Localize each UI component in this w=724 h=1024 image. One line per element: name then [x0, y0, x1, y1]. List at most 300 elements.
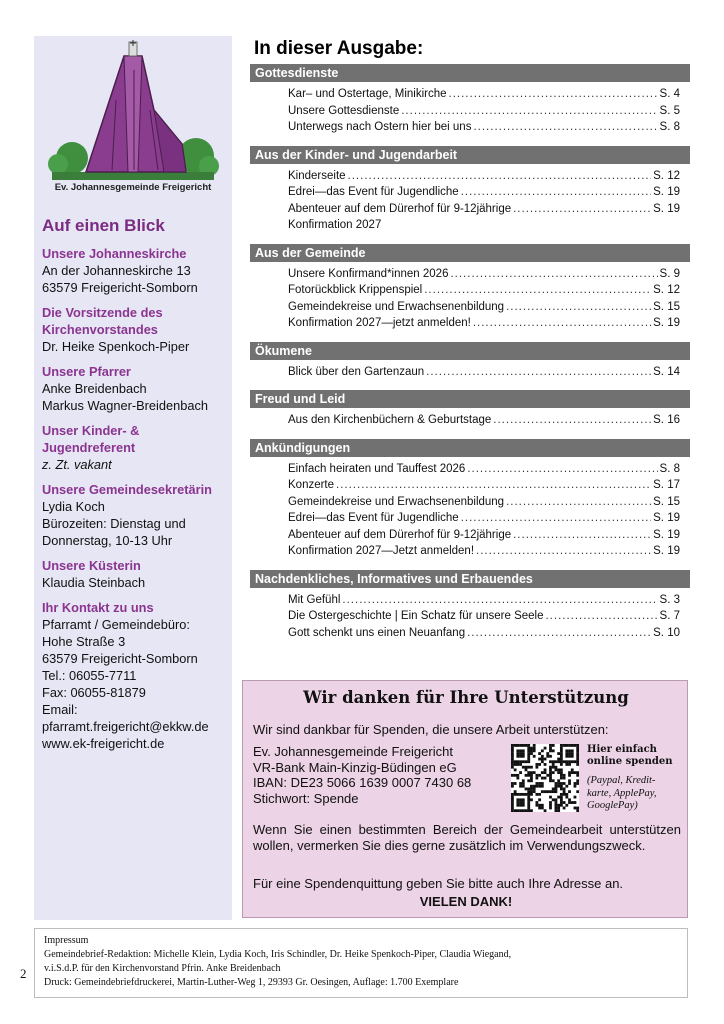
- toc-entry-title: Abenteuer auf dem Dürerhof für 9-12jährige: [288, 528, 512, 541]
- qr-module: [535, 774, 538, 777]
- toc-section-heading: Aus der Gemeinde: [250, 244, 690, 262]
- qr-module: [522, 804, 525, 807]
- toc-entry[interactable]: [250, 527, 690, 544]
- impressum-line: Gemeindebrief-Redaktion: Michelle Klein, Lydia Koch, Iris Schindler, Dr. Heike Spenkoch-Piper, Claudia Wiegand,: [44, 949, 512, 960]
- bank-details: [253, 744, 513, 806]
- qr-module: [552, 798, 555, 801]
- toc-section-oekumene: [250, 342, 690, 381]
- toc-entry[interactable]: [250, 86, 690, 103]
- toc-entry[interactable]: [250, 103, 690, 120]
- qr-module: [516, 798, 519, 801]
- qr-module: [565, 804, 568, 807]
- qr-module: [555, 798, 558, 801]
- qr-module: [560, 785, 563, 788]
- sidebar-section-heading: Die Vorsitzende des: [42, 305, 163, 320]
- sidebar-section-vorsitzende: [42, 304, 230, 355]
- qr-module: [560, 758, 563, 761]
- toc-entry-page: S. 8: [659, 121, 680, 133]
- toc-entry-page: S. 19: [653, 317, 680, 329]
- qr-module: [555, 801, 558, 804]
- qr-module: [563, 744, 566, 747]
- qr-module: [535, 785, 538, 788]
- qr-module: [519, 763, 522, 766]
- qr-module: [549, 766, 552, 769]
- qr-module: [541, 804, 544, 807]
- qr-module: [571, 752, 574, 755]
- toc-entry-page: S. 17: [653, 479, 680, 491]
- qr-module: [568, 771, 571, 774]
- qr-module: [557, 779, 560, 782]
- qr-module: [527, 798, 530, 801]
- qr-module: [519, 785, 522, 788]
- qr-module: [560, 796, 563, 799]
- qr-module: [571, 744, 574, 747]
- qr-module: [557, 782, 560, 785]
- qr-module: [527, 749, 530, 752]
- qr-module: [519, 755, 522, 758]
- online-donation-heading-line: Hier einfach: [587, 744, 657, 755]
- dot-leader: [513, 527, 651, 544]
- qr-module: [571, 771, 574, 774]
- qr-module: [541, 782, 544, 785]
- payment-methods-note: [587, 775, 687, 813]
- toc-entry-page: S. 12: [653, 169, 680, 182]
- toc-entry-title: Kinderseite: [288, 169, 346, 182]
- qr-module: [530, 771, 533, 774]
- qr-module: [568, 779, 571, 782]
- dot-leader: [336, 477, 651, 494]
- qr-module: [527, 752, 530, 755]
- dot-leader: [426, 364, 651, 381]
- qr-module: [525, 788, 528, 791]
- table-of-contents: [250, 64, 690, 651]
- qr-module: [522, 782, 525, 785]
- qr-module: [549, 774, 552, 777]
- qr-module: [522, 793, 525, 796]
- qr-module: [549, 801, 552, 804]
- qr-module: [557, 758, 560, 761]
- bank-name: VR-Bank Main-Kinzig-Büdingen eG: [253, 759, 457, 775]
- toc-section-nachdenkliches: [250, 570, 690, 642]
- sidebar-info-list: [42, 245, 230, 760]
- qr-module: [571, 768, 574, 771]
- toc-section-gemeinde: [250, 244, 690, 332]
- impressum-heading: Impressum: [44, 935, 89, 946]
- dot-leader: [461, 510, 651, 527]
- qr-module: [574, 760, 577, 763]
- qr-module: [527, 779, 530, 782]
- toc-entry[interactable]: [250, 494, 690, 511]
- toc-entry-title: Gott schenkt uns einen Neuanfang: [288, 626, 466, 639]
- toc-entry-page: S. 16: [653, 414, 680, 426]
- qr-module: [557, 804, 560, 807]
- toc-entry[interactable]: [250, 315, 690, 332]
- toc-entry-page: S. 19: [653, 512, 680, 524]
- qr-module: [574, 807, 577, 810]
- qr-module: [533, 771, 536, 774]
- qr-module: [555, 766, 558, 769]
- qr-module: [522, 779, 525, 782]
- qr-module: [576, 749, 579, 752]
- qr-module: [511, 804, 514, 807]
- toc-section-gottesdienste: [250, 64, 690, 136]
- qr-module: [560, 771, 563, 774]
- toc-entry-title: Abenteuer auf dem Dürerhof für 9-12jährige: [288, 202, 512, 215]
- qr-module: [514, 768, 517, 771]
- qr-module: [511, 796, 514, 799]
- impressum-line: Druck: Gemeindebriefdruckerei, Martin-Luther-Weg 1, 29393 Gr. Oesingen, Auflage: 1.700 Exemplare: [44, 977, 459, 988]
- qr-module: [522, 755, 525, 758]
- toc-entry-page: S. 19: [653, 545, 680, 557]
- qr-module: [527, 796, 530, 799]
- bank-reference: Stichwort: Spende: [253, 790, 359, 806]
- qr-module: [557, 760, 560, 763]
- bank-account-holder: Ev. Johannesgemeinde Freigericht: [253, 744, 453, 759]
- dot-leader: [342, 592, 657, 609]
- qr-module: [527, 771, 530, 774]
- qr-module: [565, 744, 568, 747]
- sidebar-line: Klaudia Steinbach: [42, 575, 146, 590]
- sidebar-line: 63579 Freigericht-Somborn: [42, 651, 198, 666]
- toc-entry-page: S. 15: [653, 300, 680, 313]
- qr-module: [535, 782, 538, 785]
- qr-module: [538, 804, 541, 807]
- qr-module: [576, 774, 579, 777]
- qr-module: [557, 807, 560, 810]
- qr-module: [530, 747, 533, 750]
- qr-module: [568, 744, 571, 747]
- toc-entry[interactable]: [250, 364, 690, 381]
- qr-module: [574, 744, 577, 747]
- toc-section-heading: Aus der Kinder- und Jugendarbeit: [250, 146, 690, 164]
- qr-module: [549, 777, 552, 780]
- toc-section-heading: Ankündigungen: [250, 439, 690, 457]
- qr-module: [533, 747, 536, 750]
- qr-module: [511, 744, 514, 747]
- fax-number: Fax: 06055-81879: [42, 685, 146, 700]
- qr-module: [514, 790, 517, 793]
- qr-module: [560, 801, 563, 804]
- qr-module: [552, 790, 555, 793]
- dot-leader: [467, 625, 651, 642]
- qr-module: [571, 801, 574, 804]
- qr-module: [535, 801, 538, 804]
- qr-module: [519, 798, 522, 801]
- qr-module: [563, 788, 566, 791]
- qr-module: [527, 804, 530, 807]
- toc-entry[interactable]: [250, 477, 690, 494]
- qr-module: [525, 768, 528, 771]
- sidebar-section-heading: Jugendreferent: [42, 440, 136, 455]
- qr-module: [514, 760, 517, 763]
- qr-module: [560, 763, 563, 766]
- qr-module: [563, 807, 566, 810]
- sidebar-line: Dr. Heike Spenkoch-Piper: [42, 339, 190, 354]
- qr-module: [516, 801, 519, 804]
- toc-entry-title: Unsere Gottesdienste: [288, 104, 400, 117]
- toc-entry[interactable]: [250, 608, 690, 625]
- qr-module: [538, 793, 541, 796]
- email-link[interactable]: pfarramt.freigericht@ekkw.de: [42, 719, 209, 734]
- toc-section-heading: Gottesdienste: [250, 64, 690, 82]
- toc-entry-title: Konfirmation 2027—Jetzt anmelden!: [288, 545, 475, 557]
- qr-module: [527, 747, 530, 750]
- toc-entry-title: Kar– und Ostertage, Minikirche: [288, 88, 447, 100]
- dot-leader: [467, 461, 657, 478]
- qr-module: [519, 809, 522, 812]
- qr-module: [527, 793, 530, 796]
- qr-module: [530, 793, 533, 796]
- qr-module: [511, 793, 514, 796]
- qr-module: [538, 774, 541, 777]
- dot-leader: [449, 86, 658, 103]
- qr-module: [530, 766, 533, 769]
- qr-module: [557, 796, 560, 799]
- toc-entry[interactable]: [250, 412, 690, 429]
- qr-code-graphic: [511, 744, 579, 812]
- qr-module: [544, 790, 547, 793]
- toc-entry[interactable]: [250, 625, 690, 642]
- website-link[interactable]: www.ek-freigericht.de: [42, 736, 165, 751]
- qr-module: [530, 785, 533, 788]
- toc-entry[interactable]: [250, 543, 690, 560]
- info-sidebar: [34, 36, 232, 920]
- qr-module: [552, 763, 555, 766]
- qr-module: [525, 774, 528, 777]
- toc-entry-title: Einfach heiraten und Tauffest 2026: [288, 462, 466, 475]
- toc-entry[interactable]: [250, 299, 690, 316]
- phone-number: Tel.: 06055-7711: [42, 668, 137, 683]
- qr-module: [538, 763, 541, 766]
- qr-module: [576, 807, 579, 810]
- qr-module: [511, 809, 514, 812]
- toc-entry-page: S. 8: [659, 462, 680, 475]
- logo-caption: Ev. Johannesgemeinde Freigericht: [54, 182, 212, 193]
- qr-module: [563, 774, 566, 777]
- qr-module: [576, 790, 579, 793]
- qr-module: [519, 782, 522, 785]
- dot-leader: [461, 184, 651, 201]
- qr-module: [544, 771, 547, 774]
- toc-entry-page: S. 12: [653, 284, 680, 296]
- qr-module: [549, 796, 552, 799]
- qr-module: [533, 744, 536, 747]
- toc-entry-page: S. 14: [653, 365, 680, 378]
- sidebar-line: Markus Wagner-Breidenbach: [42, 398, 208, 413]
- qr-module: [568, 801, 571, 804]
- page-number: 2: [20, 966, 27, 981]
- toc-section-heading: Ökumene: [250, 342, 690, 360]
- qr-module: [555, 807, 558, 810]
- qr-module: [522, 744, 525, 747]
- qr-module: [522, 766, 525, 769]
- qr-module: [538, 758, 541, 761]
- qr-module: [519, 801, 522, 804]
- qr-module: [576, 771, 579, 774]
- qr-module: [525, 760, 528, 763]
- qr-module: [574, 785, 577, 788]
- qr-module: [533, 790, 536, 793]
- toc-entry[interactable]: [250, 217, 690, 234]
- qr-module: [560, 755, 563, 758]
- dot-leader: [476, 543, 651, 560]
- qr-module: [552, 749, 555, 752]
- qr-module: [552, 744, 555, 747]
- qr-module: [576, 758, 579, 761]
- toc-entry[interactable]: [250, 266, 690, 283]
- qr-module: [511, 760, 514, 763]
- toc-entry-page: S. 5: [659, 104, 680, 117]
- sidebar-line: Anke Breidenbach: [42, 381, 147, 396]
- qr-module: [538, 782, 541, 785]
- qr-module: [511, 785, 514, 788]
- qr-module: [538, 807, 541, 810]
- church-logo: [46, 40, 220, 200]
- qr-module: [568, 782, 571, 785]
- qr-module: [563, 801, 566, 804]
- qr-module: [574, 796, 577, 799]
- online-donation-heading: [587, 744, 687, 768]
- qr-module: [576, 782, 579, 785]
- qr-module: [574, 801, 577, 804]
- qr-module: [535, 804, 538, 807]
- qr-module: [511, 801, 514, 804]
- qr-module: [560, 798, 563, 801]
- qr-module: [516, 749, 519, 752]
- qr-module: [519, 749, 522, 752]
- toc-entry[interactable]: [250, 119, 690, 136]
- qr-module: [516, 809, 519, 812]
- sidebar-section-heading: Ihr Kontakt zu uns: [42, 600, 154, 615]
- toc-entry-title: Konfirmation 2027: [288, 219, 382, 231]
- qr-module: [530, 774, 533, 777]
- qr-module: [546, 755, 549, 758]
- qr-module: [522, 801, 525, 804]
- qr-module: [557, 809, 560, 812]
- qr-module: [565, 760, 568, 763]
- qr-module: [530, 790, 533, 793]
- qr-module: [525, 766, 528, 769]
- qr-module: [560, 782, 563, 785]
- qr-module: [560, 804, 563, 807]
- qr-module: [525, 744, 528, 747]
- dot-leader: [450, 266, 657, 283]
- donation-thanks: VIELEN DANK!: [419, 894, 513, 909]
- toc-entry-title: Gemeindekreise und Erwachsenenbildung: [288, 300, 505, 313]
- qr-module: [519, 760, 522, 763]
- toc-entry[interactable]: [250, 282, 690, 299]
- qr-module: [557, 771, 560, 774]
- sidebar-title: Auf einen Blick: [42, 216, 165, 235]
- qr-module: [535, 763, 538, 766]
- dot-leader: [506, 299, 651, 316]
- qr-module: [511, 763, 514, 766]
- qr-module: [552, 788, 555, 791]
- toc-entry[interactable]: [250, 592, 690, 609]
- qr-module: [549, 779, 552, 782]
- sidebar-line: Bürozeiten: Dienstag und: [42, 516, 186, 531]
- qr-module: [555, 782, 558, 785]
- toc-entry-page: S. 4: [659, 88, 680, 100]
- qr-module: [519, 804, 522, 807]
- qr-module: [538, 785, 541, 788]
- qr-module: [560, 744, 563, 747]
- qr-module: [574, 782, 577, 785]
- sidebar-section-heading: Unsere Pfarrer: [42, 364, 131, 379]
- qr-module: [527, 790, 530, 793]
- qr-module: [560, 777, 563, 780]
- qr-module: [511, 755, 514, 758]
- dot-leader: [473, 315, 651, 332]
- toc-entry[interactable]: [250, 168, 690, 185]
- donation-intro: Wir sind dankbar für Spenden, die unsere Arbeit unterstützen:: [253, 722, 609, 737]
- qr-module: [530, 788, 533, 791]
- toc-entry-title: Konfirmation 2027—jetzt anmelden!: [288, 317, 471, 329]
- qr-code-icon[interactable]: [511, 744, 579, 812]
- qr-module: [563, 777, 566, 780]
- qr-module: [541, 771, 544, 774]
- bank-iban: IBAN: DE23 5066 1639 0007 7430 68: [253, 775, 472, 790]
- qr-module: [530, 798, 533, 801]
- qr-module: [522, 752, 525, 755]
- qr-module: [549, 804, 552, 807]
- qr-module: [527, 809, 530, 812]
- sidebar-section-heading: Unser Kinder- &: [42, 423, 140, 438]
- qr-module: [527, 788, 530, 791]
- toc-entry-title: Unsere Konfirmand*innen 2026: [288, 267, 449, 280]
- qr-module: [549, 744, 552, 747]
- qr-module: [538, 752, 541, 755]
- qr-module: [576, 752, 579, 755]
- sidebar-line: Lydia Koch: [42, 499, 105, 514]
- qr-module: [544, 763, 547, 766]
- qr-module: [544, 758, 547, 761]
- qr-module: [516, 744, 519, 747]
- toc-entry[interactable]: [250, 201, 690, 218]
- qr-module: [565, 796, 568, 799]
- toc-entry-page: S. 19: [653, 186, 680, 198]
- qr-module: [565, 793, 568, 796]
- qr-module: [557, 768, 560, 771]
- toc-entry[interactable]: [250, 510, 690, 527]
- online-donation-heading-line: online spenden: [587, 756, 673, 767]
- qr-module: [571, 755, 574, 758]
- qr-module: [522, 798, 525, 801]
- toc-section-ankuendigungen: [250, 439, 690, 560]
- qr-module: [527, 766, 530, 769]
- qr-module: [514, 782, 517, 785]
- sidebar-section-kirche: [42, 245, 230, 296]
- dot-leader: [513, 201, 651, 218]
- toc-entry[interactable]: [250, 461, 690, 478]
- qr-module: [514, 793, 517, 796]
- qr-module: [563, 760, 566, 763]
- qr-module: [549, 747, 552, 750]
- sidebar-line: Pfarramt / Gemeindebüro:: [42, 617, 190, 632]
- qr-module: [568, 790, 571, 793]
- sidebar-section-heading: Unsere Küsterin: [42, 558, 141, 573]
- qr-module: [535, 793, 538, 796]
- toc-entry-page: S. 19: [653, 528, 680, 541]
- sidebar-section-heading: Kirchenvorstandes: [42, 322, 158, 337]
- donation-receipt-text: Für eine Spendenquittung geben Sie bitte auch Ihre Adresse an.: [253, 876, 624, 891]
- qr-module: [565, 763, 568, 766]
- qr-module: [514, 744, 517, 747]
- qr-module: [527, 801, 530, 804]
- toc-entry[interactable]: [250, 184, 690, 201]
- qr-module: [516, 777, 519, 780]
- toc-entry-page: S. 3: [659, 593, 680, 606]
